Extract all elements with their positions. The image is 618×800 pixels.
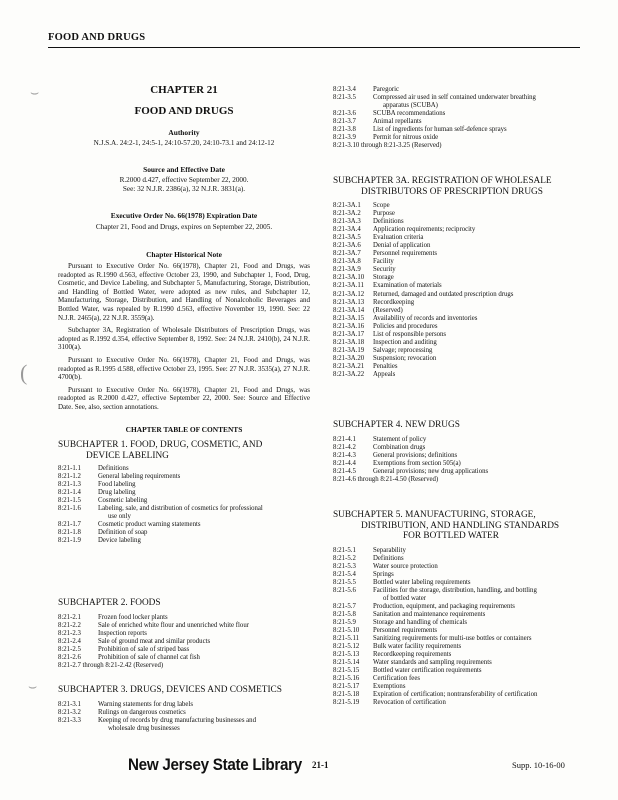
- section-number: 8:21-2.3: [58, 629, 81, 637]
- section-list: [58, 614, 310, 670]
- section-title: Purpose: [373, 210, 395, 218]
- section-title: Separability: [373, 546, 406, 554]
- subchapter-heading-text: DISTRIBUTORS OF PRESCRIPTION DRUGS: [361, 186, 543, 197]
- list-item[interactable]: [333, 142, 585, 150]
- list-item[interactable]: [333, 202, 585, 210]
- list-item[interactable]: [333, 355, 585, 363]
- list-item[interactable]: [333, 266, 585, 274]
- list-item[interactable]: [58, 646, 310, 654]
- list-item[interactable]: [333, 371, 585, 379]
- section-list: [333, 202, 585, 379]
- list-item[interactable]: [333, 118, 585, 126]
- history-paragraph: Pursuant to Executive Order No. 66(1978), Chapter 21, Food and Drugs, was readopted as R.2000 d.427, effective September 22, 2000. See: Source and Effective Date. See, also, section annotations.: [58, 385, 310, 411]
- section-list: [58, 701, 310, 733]
- section-title: Water source protection: [373, 562, 438, 570]
- list-item[interactable]: [333, 86, 585, 94]
- section-title: Denial of application: [373, 242, 431, 250]
- section-number: 8:21-3A.16: [333, 322, 365, 330]
- section-number: 8:21-3.8: [333, 126, 356, 134]
- section-number: 8:21-3.7: [333, 118, 356, 126]
- section-number: 8:21-3.5: [333, 94, 356, 102]
- section-title: Food labeling: [98, 481, 136, 489]
- list-item[interactable]: [333, 691, 585, 699]
- list-item[interactable]: [333, 282, 585, 290]
- section-title: Availability of records and inventories: [373, 314, 478, 322]
- list-item[interactable]: [333, 94, 585, 110]
- subchapter-heading: [58, 440, 310, 461]
- section-title: Prohibition of sale of striped bass: [98, 645, 190, 653]
- chapter-name: FOOD AND DRUGS: [134, 105, 234, 117]
- section-range: 8:21-2.7 through 8:21-2.42 (Reserved): [58, 661, 164, 669]
- section-number: 8:21-5.15: [333, 667, 360, 675]
- section-number: 8:21-1.2: [58, 473, 81, 481]
- section-range: 8:21-3.10 through 8:21-3.25 (Reserved): [333, 142, 442, 150]
- section-title: Recordkeeping requirements: [373, 651, 452, 659]
- section-number: 8:21-3.4: [333, 86, 356, 93]
- section-number: 8:21-5.3: [333, 562, 356, 570]
- scan-mark-icon: ⌣: [28, 680, 38, 695]
- list-item[interactable]: [333, 651, 585, 659]
- scan-mark-icon: (: [20, 360, 28, 385]
- section-number: 8:21-2.2: [58, 621, 81, 629]
- authority-text: N.J.S.A. 24:2-1, 24:5-1, 24:10-57.20, 24:10-73.1 and 24:12-12: [93, 139, 275, 147]
- list-item[interactable]: [333, 218, 585, 226]
- section-number: 8:21-5.4: [333, 570, 356, 578]
- section-title: Combination drugs: [373, 443, 426, 451]
- list-item[interactable]: [333, 563, 585, 571]
- section-title: Recordkeeping: [373, 298, 415, 306]
- section-title: Examination of materials: [373, 282, 442, 290]
- section-number: 8:21-5.2: [333, 554, 356, 562]
- section-title: Suspension; revocation: [373, 354, 437, 362]
- supplement-date: Supp. 10-16-00: [512, 760, 565, 770]
- history-heading: Chapter Historical Note: [146, 250, 222, 259]
- section-number: 8:21-3A.13: [333, 298, 365, 306]
- subchapter-4: [333, 420, 585, 484]
- section-title: Application requirements; reciprocity: [373, 226, 476, 234]
- list-item[interactable]: [333, 258, 585, 266]
- subchapter-heading-text: SUBCHAPTER 5. MANUFACTURING, STORAGE,: [333, 510, 536, 520]
- list-item[interactable]: [58, 662, 310, 670]
- section-number: 8:21-2.5: [58, 645, 81, 653]
- source-line-2: See: 32 N.J.R. 2386(a), 32 N.J.R. 3831(a).: [122, 185, 246, 193]
- section-number: 8:21-3.2: [58, 708, 81, 716]
- section-number: 8:21-1.3: [58, 481, 81, 489]
- list-item[interactable]: [333, 659, 585, 667]
- section-number: 8:21-4.2: [333, 443, 356, 451]
- section-number: 8:21-5.5: [333, 578, 356, 586]
- section-title: General labeling requirements: [98, 473, 181, 481]
- section-title: Springs: [373, 570, 394, 578]
- section-title: Water standards and sampling requirements: [373, 659, 492, 667]
- section-title: Security: [373, 266, 396, 274]
- section-title: Frozen food locker plants: [98, 613, 168, 621]
- section-number: 8:21-5.11: [333, 635, 359, 643]
- list-item[interactable]: [333, 635, 585, 643]
- list-item[interactable]: [333, 547, 585, 555]
- section-title: Permit for nitrous oxide: [373, 134, 439, 142]
- section-list: [58, 465, 310, 545]
- list-item[interactable]: [58, 529, 310, 537]
- section-title: Prohibition of sale of channel cat fish: [98, 653, 200, 661]
- list-item[interactable]: [58, 537, 310, 545]
- section-title: Penalties: [373, 362, 398, 370]
- section-number: 8:21-5.8: [333, 610, 356, 618]
- section-title: Facility: [373, 258, 394, 266]
- section-title: Definitions: [373, 554, 404, 562]
- section-number: 8:21-3A.12: [333, 290, 365, 298]
- list-item[interactable]: [58, 505, 310, 521]
- list-item[interactable]: [333, 643, 585, 651]
- section-number: 8:21-3A.8: [333, 258, 361, 266]
- section-number: 8:21-3A.17: [333, 330, 365, 338]
- section-title: Policies and procedures: [373, 322, 438, 330]
- list-item[interactable]: [333, 476, 585, 484]
- section-number: 8:21-1.1: [58, 465, 81, 472]
- list-item[interactable]: [58, 638, 310, 646]
- section-title: Salvage; reprocessing: [373, 346, 433, 354]
- list-item[interactable]: [333, 110, 585, 118]
- section-title: Facilities for the storage, distribution, handling, and bottling: [373, 586, 537, 594]
- section-number: 8:21-3.9: [333, 134, 356, 142]
- list-item[interactable]: [58, 465, 310, 473]
- section-title: SCUBA recommendations: [373, 110, 446, 118]
- section-title: Warning statements for drug labels: [98, 700, 193, 708]
- header-rule: [48, 47, 580, 48]
- running-header: FOOD AND DRUGS: [48, 32, 146, 43]
- list-item[interactable]: [58, 701, 310, 709]
- section-title: Rulings on dangerous cosmetics: [98, 708, 186, 716]
- subchapter-heading-text: SUBCHAPTER 1. FOOD, DRUG, COSMETIC, AND: [58, 440, 263, 450]
- list-item[interactable]: [58, 717, 310, 733]
- subchapter-heading: [333, 176, 585, 197]
- eo-heading: Executive Order No. 66(1978) Expiration Date: [110, 211, 258, 220]
- section-number: 8:21-3A.3: [333, 218, 361, 226]
- list-item[interactable]: [58, 654, 310, 662]
- section-title: Inspection and auditing: [373, 338, 437, 346]
- list-item[interactable]: [333, 587, 585, 603]
- section-title: Storage: [373, 274, 394, 282]
- source-heading: Source and Effective Date: [143, 165, 225, 174]
- section-number: 8:21-2.6: [58, 653, 81, 661]
- section-title: Exemptions: [373, 683, 406, 691]
- history-paragraph: Pursuant to Executive Order No. 66(1978), Chapter 21, Food and Drugs, was readopted as R.1990 d.563, effective October 23, 1990, and Subchapter 1, Food, Drug, Cosmetic, and Device Labeling, and Subchapter 5, Manufacturing, Storage, Distribution, and Handling of Bottled Water, were adopted as new rules, and Subchapter 12, Manufacturing, Storage, Distribution, and Handling of Nonalcoholic Beverages and Bottled Water, was repealed by R.1990 d.563, effective November 19, 1990. See: 22 N.J.R. 2465(a), 22 N.J.R. 3559(a).: [58, 262, 310, 322]
- list-item[interactable]: [333, 234, 585, 242]
- section-number: 8:21-3A.2: [333, 210, 361, 218]
- section-title: Labeling, sale, and distribution of cosmetics for professional: [98, 505, 263, 513]
- list-item[interactable]: [333, 291, 585, 299]
- list-item[interactable]: [333, 226, 585, 234]
- section-number: 8:21-3A.7: [333, 250, 361, 258]
- list-item[interactable]: [333, 250, 585, 258]
- section-title-cont: of bottled water: [383, 594, 427, 602]
- section-number: 8:21-4.4: [333, 459, 356, 467]
- section-title: Cosmetic product warning statements: [98, 521, 201, 529]
- list-item[interactable]: [333, 210, 585, 218]
- section-number: 8:21-5.1: [333, 546, 356, 554]
- section-number: 8:21-3A.20: [333, 354, 365, 362]
- section-title: Evaluation criteria: [373, 234, 424, 242]
- list-item[interactable]: [333, 699, 585, 707]
- section-number: 8:21-3.1: [58, 700, 81, 708]
- subchapter-5: [333, 510, 585, 707]
- section-title: Personnel requirements: [373, 250, 437, 258]
- list-item[interactable]: [58, 614, 310, 622]
- section-number: 8:21-5.16: [333, 675, 360, 683]
- list-item[interactable]: [58, 622, 310, 630]
- section-number: 8:21-3A.18: [333, 338, 365, 346]
- list-item[interactable]: [333, 683, 585, 691]
- section-title: Statement of policy: [373, 435, 427, 443]
- section-title: Definition of soap: [98, 529, 148, 537]
- section-title: List of ingredients for human self-defence sprays: [373, 126, 507, 134]
- section-title: General provisions; new drug applications: [373, 467, 489, 475]
- subchapter-heading: [333, 510, 585, 542]
- section-title: Compressed air used in self contained underwater breathing: [373, 94, 536, 102]
- section-title: General provisions; definitions: [373, 451, 458, 459]
- section-number: 8:21-4.3: [333, 451, 356, 459]
- section-title: Paregoric: [373, 86, 400, 93]
- section-number: 8:21-4.1: [333, 435, 356, 443]
- list-item[interactable]: [333, 315, 585, 323]
- section-title: Drug labeling: [98, 489, 136, 497]
- section-title: Scope: [373, 202, 390, 209]
- section-number: 8:21-3A.15: [333, 314, 365, 322]
- section-title-cont: wholesale drug businesses: [108, 724, 180, 732]
- subchapter-3a: [333, 176, 585, 379]
- list-item[interactable]: [58, 481, 310, 489]
- list-item[interactable]: [333, 675, 585, 683]
- section-number: 8:21-3A.1: [333, 202, 361, 209]
- list-item[interactable]: [333, 468, 585, 476]
- section-number: 8:21-1.9: [58, 537, 81, 545]
- section-title: Certification fees: [373, 675, 420, 683]
- subchapter-heading: SUBCHAPTER 2. FOODS: [58, 598, 161, 608]
- section-number: 8:21-4.5: [333, 467, 356, 475]
- list-item[interactable]: [333, 339, 585, 347]
- section-number: 8:21-1.6: [58, 505, 81, 513]
- section-number: 8:21-3A.4: [333, 226, 361, 234]
- list-item[interactable]: [333, 134, 585, 142]
- subchapter-3: [58, 685, 310, 733]
- section-number: 8:21-5.10: [333, 626, 360, 634]
- list-item[interactable]: [333, 436, 585, 444]
- history-paragraph: Pursuant to Executive Order No. 66(1978), Chapter 21, Food and Drugs, was readopted as R.1995 d.588, effective October 23, 1995. See: 27 N.J.R. 3535(a), 27 N.J.R. 4700(b).: [58, 355, 310, 382]
- section-title: Sanitizing requirements for multi-use bottles or containers: [373, 635, 532, 643]
- section-range: 8:21-4.6 through 8:21-4.50 (Reserved): [333, 475, 439, 483]
- section-number: 8:21-5.13: [333, 651, 360, 659]
- section-title: List of responsible persons: [373, 330, 447, 338]
- list-item[interactable]: [333, 444, 585, 452]
- list-item[interactable]: [333, 555, 585, 563]
- section-number: 8:21-3A.11: [333, 282, 364, 290]
- section-number: 8:21-3A.9: [333, 266, 361, 274]
- section-number: 8:21-5.7: [333, 602, 356, 610]
- section-title: Production, equipment, and packaging requirements: [373, 602, 515, 610]
- list-item[interactable]: [333, 611, 585, 619]
- section-title: Sale of enriched white flour and unenriched white flour: [98, 621, 249, 629]
- list-item[interactable]: [333, 460, 585, 468]
- section-title: Bulk water facility requirements: [373, 643, 462, 651]
- list-item[interactable]: [333, 571, 585, 579]
- section-number: 8:21-3A.10: [333, 274, 365, 282]
- subchapter-heading-text: DEVICE LABELING: [86, 450, 169, 461]
- section-title: Sale of ground meat and similar products: [98, 637, 211, 645]
- section-number: 8:21-3A.6: [333, 242, 361, 250]
- section-list: [333, 86, 585, 150]
- list-item[interactable]: [58, 489, 310, 497]
- section-number: 8:21-3A.19: [333, 346, 365, 354]
- history-notes: [58, 262, 310, 412]
- subchapter-heading-text: FOR BOTTLED WATER: [403, 531, 499, 541]
- section-number: 8:21-3.3: [58, 716, 81, 724]
- list-item[interactable]: [333, 667, 585, 675]
- section-number: 8:21-2.4: [58, 637, 81, 645]
- list-item[interactable]: [333, 274, 585, 282]
- chapter-number: CHAPTER 21: [150, 84, 218, 96]
- list-item[interactable]: [58, 521, 310, 529]
- authority-heading: Authority: [168, 128, 200, 137]
- section-title: Expiration of certification; nontransferability of certification: [373, 691, 538, 699]
- list-item[interactable]: [333, 307, 585, 315]
- library-stamp: New Jersey State Library: [128, 756, 302, 774]
- list-item[interactable]: [333, 452, 585, 460]
- subchapter-1: [58, 440, 310, 545]
- section-title: Keeping of records by drug manufacturing businesses and: [98, 716, 256, 724]
- subchapter-heading: SUBCHAPTER 3. DRUGS, DEVICES AND COSMETICS: [58, 685, 282, 695]
- section-title: Device labeling: [98, 537, 141, 545]
- section-number: 8:21-3A.14: [333, 306, 365, 314]
- section-number: 8:21-3.6: [333, 110, 356, 118]
- section-number: 8:21-5.9: [333, 618, 356, 626]
- section-title: Inspection reports: [98, 629, 147, 637]
- list-item[interactable]: [58, 630, 310, 638]
- section-title: Personnel requirements: [373, 626, 437, 634]
- section-number: 8:21-5.6: [333, 586, 356, 594]
- section-number: 8:21-1.7: [58, 521, 81, 529]
- section-title: Returned, damaged and outdated prescription drugs: [373, 290, 514, 298]
- section-title: Bottled water labeling requirements: [373, 578, 471, 586]
- list-item[interactable]: [333, 603, 585, 611]
- section-title-cont: use only: [108, 513, 131, 521]
- section-title: (Reserved): [373, 306, 403, 314]
- section-number: 8:21-5.18: [333, 691, 360, 699]
- list-item[interactable]: [333, 579, 585, 587]
- list-item[interactable]: [58, 473, 310, 481]
- list-item[interactable]: [333, 299, 585, 307]
- subchapter-2: [58, 598, 310, 670]
- section-number: 8:21-5.12: [333, 643, 360, 651]
- subchapter-heading-text: DISTRIBUTION, AND HANDLING STANDARDS: [361, 520, 560, 531]
- list-item[interactable]: [58, 497, 310, 505]
- section-list: [333, 547, 585, 708]
- section-title: Definitions: [373, 218, 404, 226]
- section-title: Storage and handling of chemicals: [373, 618, 467, 626]
- section-title: Exemptions from section 505(a): [373, 459, 461, 467]
- toc-heading: CHAPTER TABLE OF CONTENTS: [125, 425, 243, 434]
- subchapter-heading-text: SUBCHAPTER 3A. REGISTRATION OF WHOLESALE: [333, 176, 552, 186]
- section-title: Appeals: [373, 370, 396, 378]
- list-item[interactable]: [333, 323, 585, 331]
- list-item[interactable]: [333, 126, 585, 134]
- section-number: 8:21-1.5: [58, 497, 81, 505]
- list-item[interactable]: [333, 331, 585, 339]
- section-number: 8:21-5.14: [333, 659, 360, 667]
- section-number: 8:21-1.4: [58, 489, 81, 497]
- section-title: Cosmetic labeling: [98, 497, 148, 505]
- list-item[interactable]: [333, 242, 585, 250]
- scan-mark-icon: ⌣: [30, 86, 40, 101]
- section-number: 8:21-3A.5: [333, 234, 361, 242]
- eo-text: Chapter 21, Food and Drugs, expires on September 22, 2005.: [95, 223, 273, 231]
- section-number: 8:21-1.8: [58, 529, 81, 537]
- list-item[interactable]: [333, 347, 585, 355]
- list-item[interactable]: [333, 627, 585, 635]
- section-title: Bottled water certification requirements: [373, 667, 482, 675]
- section-number: 8:21-5.17: [333, 683, 360, 691]
- history-paragraph: Subchapter 3A, Registration of Wholesale Distributors of Prescription Drugs, was adopted as R.1992 d.354, effective September 8, 1992. See: 24 N.J.R. 2410(b), 24 N.J.R. 3100(a).: [58, 326, 310, 352]
- section-number: 8:21-3A.21: [333, 362, 365, 370]
- section-title: Sanitation and maintenance requirements: [373, 610, 486, 618]
- list-item[interactable]: [58, 709, 310, 717]
- section-list: [333, 436, 585, 484]
- subchapter-heading: SUBCHAPTER 4. NEW DRUGS: [333, 420, 460, 430]
- list-item[interactable]: [333, 363, 585, 371]
- page-number: 21-1: [312, 760, 329, 770]
- list-item[interactable]: [333, 619, 585, 627]
- section-title: Revocation of certification: [373, 699, 446, 707]
- section-number: 8:21-2.1: [58, 613, 81, 621]
- source-line-1: R.2000 d.427, effective September 22, 2000.: [119, 176, 249, 184]
- section-title-cont: apparatus (SCUBA): [383, 102, 438, 110]
- section-number: 8:21-3A.22: [333, 370, 365, 378]
- section-number: 8:21-5.19: [333, 699, 360, 707]
- section-title: Animal repellants: [373, 118, 422, 126]
- section-title: Definitions: [98, 465, 129, 472]
